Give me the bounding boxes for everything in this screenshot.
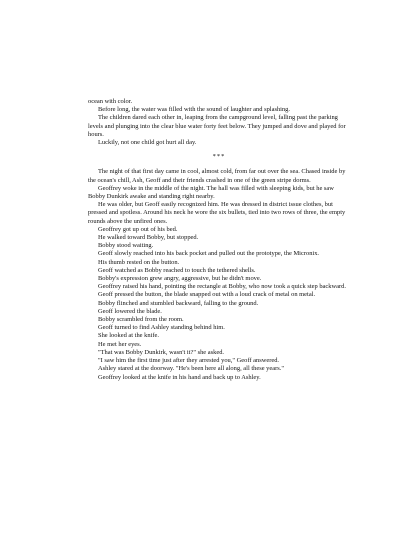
section-break: ***: [212, 153, 226, 161]
paragraph: Geoffrey woke in the middle of the night. The hall was filled with sleeping kids, but he saw Bobby Dunkirk awake and standing right nearby.: [88, 184, 334, 201]
paragraph: He walked toward Bobby, but stopped.: [98, 234, 199, 242]
paragraph: ocean with color.: [88, 98, 133, 105]
paragraph: He was older, but Geoff easily recognized him. He was dressed in district issue clothes, but pressed and spotless. Around his neck he wore the six bullets, tied into two rows of three, the empty rounds above the unfired ones.: [88, 201, 346, 225]
paragraph: Bobby stood waiting.: [98, 242, 154, 250]
paragraph: Geoff pressed the button, the blade snapped out with a loud crack of metal on metal.: [98, 291, 316, 299]
paragraph: Bobby's expression grew angry, aggressive, but he didn't move.: [98, 275, 262, 283]
paragraph: Geoff turned to find Ashley standing behind him.: [98, 324, 225, 332]
paragraph: Bobby flinched and stumbled backward, falling to the ground.: [98, 299, 259, 307]
paragraph: She looked at the knife.: [98, 332, 159, 340]
paragraph: Before long, the water was filled with the sound of laughter and splashing.: [98, 106, 291, 114]
paragraph: His thumb rested on the button.: [98, 258, 180, 266]
paragraph: Ashley stared at the doorway. "He's been here all along, all these years.": [98, 365, 285, 373]
paragraph: Bobby scrambled from the room.: [98, 316, 184, 324]
paragraph: Geoff watched as Bobby reached to touch the tethered shells.: [98, 266, 256, 274]
paragraph: Geoff slowly reached into his back pocket and pulled out the prototype, the Micronix.: [98, 250, 320, 258]
paragraph: Geoff lowered the blade.: [98, 307, 162, 315]
paragraph: "I saw him the first time just after they arrested you," Geoff answered.: [98, 357, 280, 365]
paragraph: Luckily, not one child got hurt all day.: [98, 139, 197, 147]
paragraph: The children dared each other in, leaping from the campground level, falling past the parking levels and plunging into the clear blue water forty feet below. They jumped and dove and played for hours.: [88, 114, 346, 138]
paragraph: "That was Bobby Dunkirk, wasn't it?" she asked.: [98, 348, 225, 356]
paragraph: The night of that first day came in cool, almost cold, from far out over the sea. Chased inside by the ocean's chill, Ash, Geoff and their friends crashed in one of the green stripe dorms.: [88, 168, 346, 184]
paragraph: Geoffrey raised his hand, pointing the rectangle at Bobby, who now took a quick step backward.: [98, 283, 346, 291]
paragraph: Geoffrey got up out of his bed.: [98, 225, 178, 233]
book-page-text: [88, 98, 350, 382]
paragraph: Geoffrey looked at the knife in his hand and back up to Ashley.: [98, 373, 261, 381]
paragraph: He met her eyes.: [98, 340, 142, 348]
